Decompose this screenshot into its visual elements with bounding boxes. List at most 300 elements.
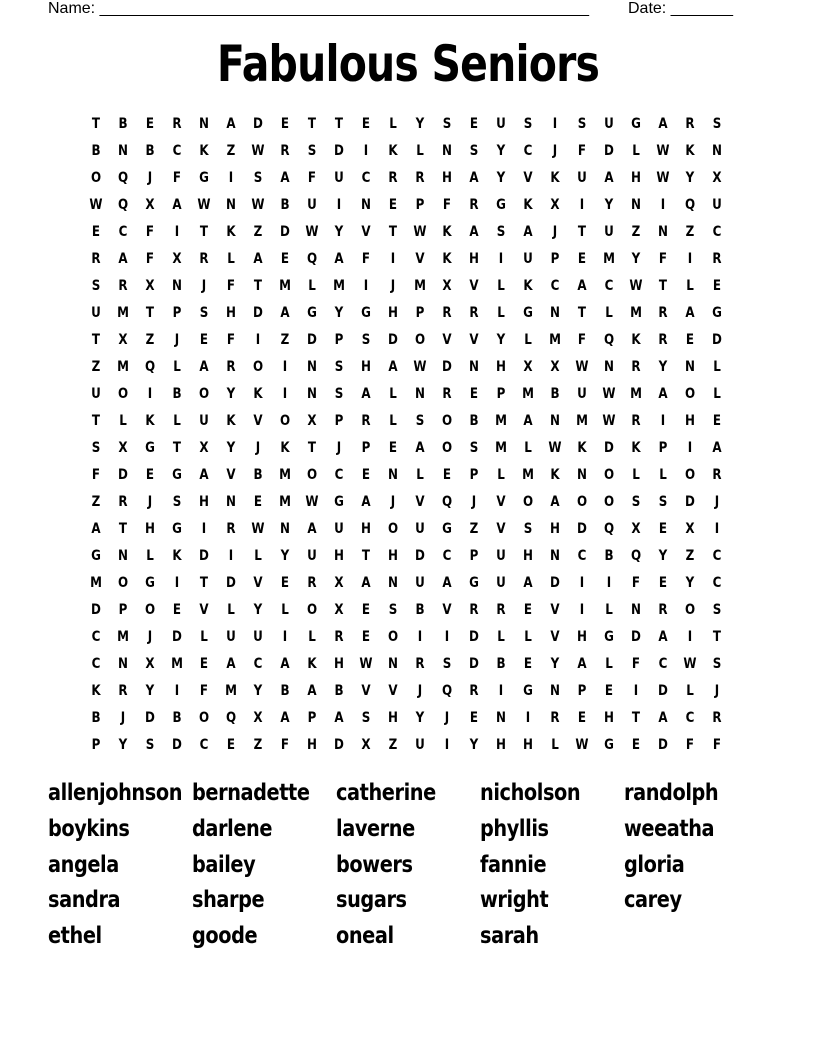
grid-letter[interactable]: R [280, 143, 290, 159]
grid-letter[interactable]: B [415, 602, 425, 618]
grid-letter[interactable]: Z [469, 521, 479, 537]
grid-letter[interactable]: B [145, 143, 155, 159]
grid-letter[interactable]: Y [685, 575, 695, 591]
grid-letter[interactable]: V [226, 467, 236, 483]
grid-letter[interactable]: B [91, 143, 101, 159]
grid-letter[interactable]: R [388, 170, 398, 186]
grid-letter[interactable]: M [630, 386, 642, 402]
grid-letter[interactable]: J [147, 629, 153, 645]
grid-letter[interactable]: L [524, 440, 532, 456]
grid-letter[interactable]: T [199, 224, 209, 240]
grid-letter[interactable]: M [603, 251, 615, 267]
grid-letter[interactable]: H [145, 521, 155, 537]
grid-letter[interactable]: T [253, 278, 263, 294]
grid-letter[interactable]: E [253, 494, 263, 510]
grid-letter[interactable]: U [334, 170, 344, 186]
grid-letter[interactable]: K [550, 467, 560, 483]
grid-letter[interactable]: S [469, 143, 479, 159]
grid-letter[interactable]: U [523, 251, 533, 267]
grid-letter[interactable]: K [631, 332, 641, 348]
grid-letter[interactable]: L [497, 629, 505, 645]
grid-letter[interactable]: I [174, 683, 180, 699]
grid-letter[interactable]: N [388, 575, 398, 591]
grid-letter[interactable]: Q [306, 251, 318, 267]
grid-letter[interactable]: X [253, 710, 263, 726]
grid-letter[interactable]: Y [550, 656, 560, 672]
grid-letter[interactable]: I [660, 197, 666, 213]
grid-letter[interactable]: H [388, 305, 398, 321]
grid-letter[interactable]: R [469, 197, 479, 213]
grid-letter[interactable]: N [604, 359, 614, 375]
grid-letter[interactable]: M [522, 386, 534, 402]
grid-letter[interactable]: M [117, 305, 129, 321]
grid-letter[interactable]: H [361, 521, 371, 537]
grid-letter[interactable]: I [714, 521, 720, 537]
grid-letter[interactable]: T [712, 629, 722, 645]
grid-letter[interactable]: A [658, 629, 668, 645]
grid-letter[interactable]: Y [280, 548, 290, 564]
grid-letter[interactable]: E [658, 575, 668, 591]
grid-letter[interactable]: O [603, 467, 615, 483]
grid-letter[interactable]: P [415, 197, 425, 213]
grid-letter[interactable]: E [199, 332, 209, 348]
grid-letter[interactable]: T [145, 305, 155, 321]
grid-letter[interactable]: W [251, 197, 265, 213]
grid-letter[interactable]: S [172, 494, 182, 510]
grid-letter[interactable]: M [495, 440, 507, 456]
grid-letter[interactable]: N [550, 305, 560, 321]
grid-letter[interactable]: W [359, 656, 373, 672]
grid-letter[interactable]: A [685, 305, 695, 321]
grid-letter[interactable]: O [279, 413, 291, 429]
grid-letter[interactable]: R [307, 575, 317, 591]
grid-letter[interactable]: U [91, 305, 101, 321]
grid-letter[interactable]: Y [496, 170, 506, 186]
grid-letter[interactable]: L [389, 413, 397, 429]
grid-letter[interactable]: J [147, 494, 153, 510]
grid-letter[interactable]: X [145, 656, 155, 672]
grid-letter[interactable]: Z [631, 224, 641, 240]
grid-letter[interactable]: B [334, 683, 344, 699]
grid-letter[interactable]: G [145, 575, 155, 591]
grid-letter[interactable]: G [199, 170, 209, 186]
grid-letter[interactable]: E [523, 602, 533, 618]
grid-letter[interactable]: N [442, 143, 452, 159]
grid-letter[interactable]: G [604, 737, 614, 753]
grid-letter[interactable]: G [307, 305, 317, 321]
grid-letter[interactable]: S [145, 737, 155, 753]
grid-letter[interactable]: V [415, 494, 425, 510]
grid-letter[interactable]: J [444, 710, 450, 726]
grid-letter[interactable]: A [199, 467, 209, 483]
grid-letter[interactable]: M [576, 413, 588, 429]
grid-letter[interactable]: O [684, 467, 696, 483]
grid-letter[interactable]: T [91, 332, 101, 348]
grid-letter[interactable]: P [577, 683, 587, 699]
grid-letter[interactable]: E [361, 116, 371, 132]
grid-letter[interactable]: F [658, 251, 668, 267]
grid-letter[interactable]: N [118, 548, 128, 564]
grid-letter[interactable]: I [228, 170, 234, 186]
grid-letter[interactable]: G [604, 629, 614, 645]
grid-letter[interactable]: A [469, 170, 479, 186]
grid-letter[interactable]: W [602, 413, 616, 429]
grid-letter[interactable]: H [307, 737, 317, 753]
grid-letter[interactable]: E [280, 251, 290, 267]
grid-letter[interactable]: W [251, 143, 265, 159]
grid-letter[interactable]: C [442, 548, 452, 564]
grid-letter[interactable]: F [307, 170, 317, 186]
grid-letter[interactable]: C [172, 143, 182, 159]
grid-letter[interactable]: A [226, 116, 236, 132]
grid-letter[interactable]: L [416, 143, 424, 159]
grid-letter[interactable]: F [226, 332, 236, 348]
grid-letter[interactable]: O [306, 467, 318, 483]
grid-letter[interactable]: R [550, 710, 560, 726]
grid-letter[interactable]: M [549, 332, 561, 348]
grid-letter[interactable]: A [658, 386, 668, 402]
grid-letter[interactable]: W [548, 440, 562, 456]
grid-letter[interactable]: E [199, 656, 209, 672]
grid-letter[interactable]: V [442, 602, 452, 618]
grid-letter[interactable]: T [172, 440, 182, 456]
grid-letter[interactable]: H [496, 737, 506, 753]
grid-letter[interactable]: U [496, 548, 506, 564]
grid-letter[interactable]: S [307, 143, 317, 159]
grid-letter[interactable]: Y [226, 386, 236, 402]
grid-letter[interactable]: P [334, 332, 344, 348]
grid-letter[interactable]: U [307, 197, 317, 213]
grid-letter[interactable]: S [91, 278, 101, 294]
grid-letter[interactable]: X [334, 575, 344, 591]
grid-letter[interactable]: J [147, 170, 153, 186]
grid-letter[interactable]: U [604, 116, 614, 132]
grid-letter[interactable]: A [280, 710, 290, 726]
grid-letter[interactable]: L [308, 629, 316, 645]
grid-letter[interactable]: T [118, 521, 128, 537]
grid-letter[interactable]: C [91, 629, 101, 645]
grid-letter[interactable]: S [91, 440, 101, 456]
grid-letter[interactable]: N [496, 710, 506, 726]
grid-letter[interactable]: V [361, 224, 371, 240]
grid-letter[interactable]: E [91, 224, 101, 240]
grid-letter[interactable]: A [172, 197, 182, 213]
grid-letter[interactable]: P [415, 305, 425, 321]
grid-letter[interactable]: H [604, 710, 614, 726]
grid-letter[interactable]: R [658, 305, 668, 321]
grid-letter[interactable]: N [631, 197, 641, 213]
name-field-label[interactable]: Name: _______________________________________________________ [48, 0, 589, 17]
grid-letter[interactable]: I [255, 332, 261, 348]
grid-letter[interactable]: A [91, 521, 101, 537]
grid-letter[interactable]: F [226, 278, 236, 294]
grid-letter[interactable]: I [579, 575, 585, 591]
grid-letter[interactable]: W [197, 197, 211, 213]
grid-letter[interactable]: I [525, 710, 531, 726]
grid-letter[interactable]: M [279, 278, 291, 294]
grid-letter[interactable]: D [577, 521, 587, 537]
grid-letter[interactable]: D [307, 332, 317, 348]
grid-letter[interactable]: X [118, 332, 128, 348]
grid-letter[interactable]: E [388, 197, 398, 213]
grid-letter[interactable]: R [91, 251, 101, 267]
grid-letter[interactable]: W [602, 386, 616, 402]
grid-letter[interactable]: H [631, 170, 641, 186]
grid-letter[interactable]: H [334, 656, 344, 672]
grid-letter[interactable]: K [226, 413, 236, 429]
grid-letter[interactable]: N [388, 467, 398, 483]
grid-letter[interactable]: S [199, 305, 209, 321]
grid-letter[interactable]: Q [441, 683, 453, 699]
grid-letter[interactable]: D [550, 575, 560, 591]
grid-letter[interactable]: F [631, 656, 641, 672]
grid-letter[interactable]: L [632, 467, 640, 483]
grid-letter[interactable]: F [91, 467, 101, 483]
grid-letter[interactable]: V [415, 251, 425, 267]
grid-letter[interactable]: V [253, 575, 263, 591]
grid-letter[interactable]: O [117, 575, 129, 591]
grid-letter[interactable]: A [523, 224, 533, 240]
grid-letter[interactable]: E [361, 602, 371, 618]
grid-letter[interactable]: S [253, 170, 263, 186]
grid-letter[interactable]: R [658, 332, 668, 348]
grid-letter[interactable]: M [333, 278, 345, 294]
grid-letter[interactable]: D [253, 305, 263, 321]
grid-letter[interactable]: I [282, 629, 288, 645]
grid-letter[interactable]: H [496, 359, 506, 375]
grid-letter[interactable]: J [174, 332, 180, 348]
grid-letter[interactable]: H [577, 629, 587, 645]
grid-letter[interactable]: R [226, 521, 236, 537]
grid-letter[interactable]: F [361, 251, 371, 267]
grid-letter[interactable]: A [307, 683, 317, 699]
grid-letter[interactable]: A [442, 575, 452, 591]
grid-letter[interactable]: G [523, 683, 533, 699]
grid-letter[interactable]: K [577, 440, 587, 456]
grid-letter[interactable]: N [226, 197, 236, 213]
grid-letter[interactable]: A [361, 494, 371, 510]
grid-letter[interactable]: E [469, 116, 479, 132]
grid-letter[interactable]: W [575, 737, 589, 753]
grid-letter[interactable]: U [415, 521, 425, 537]
grid-letter[interactable]: T [91, 413, 101, 429]
grid-letter[interactable]: H [685, 413, 695, 429]
grid-letter[interactable]: E [226, 737, 236, 753]
grid-letter[interactable]: E [442, 467, 452, 483]
grid-letter[interactable]: R [442, 305, 452, 321]
grid-letter[interactable]: Q [603, 332, 615, 348]
grid-letter[interactable]: D [253, 116, 263, 132]
grid-letter[interactable]: L [173, 359, 181, 375]
grid-letter[interactable]: L [497, 305, 505, 321]
grid-letter[interactable]: I [687, 251, 693, 267]
grid-letter[interactable]: J [336, 440, 342, 456]
grid-letter[interactable]: J [390, 494, 396, 510]
grid-letter[interactable]: P [307, 710, 317, 726]
grid-letter[interactable]: I [390, 251, 396, 267]
grid-letter[interactable]: N [118, 656, 128, 672]
grid-letter[interactable]: X [550, 359, 560, 375]
grid-letter[interactable]: I [363, 278, 369, 294]
grid-letter[interactable]: N [199, 116, 209, 132]
grid-letter[interactable]: S [523, 116, 533, 132]
grid-letter[interactable]: I [282, 359, 288, 375]
grid-letter[interactable]: J [201, 278, 207, 294]
grid-letter[interactable]: A [523, 413, 533, 429]
grid-letter[interactable]: S [577, 116, 587, 132]
grid-letter[interactable]: D [172, 737, 182, 753]
grid-letter[interactable]: B [172, 386, 182, 402]
grid-letter[interactable]: D [469, 629, 479, 645]
grid-letter[interactable]: F [577, 332, 587, 348]
grid-letter[interactable]: O [387, 629, 399, 645]
grid-letter[interactable]: N [415, 386, 425, 402]
grid-letter[interactable]: G [145, 440, 155, 456]
grid-letter[interactable]: J [714, 494, 720, 510]
grid-letter[interactable]: Z [280, 332, 290, 348]
grid-letter[interactable]: L [497, 467, 505, 483]
grid-letter[interactable]: W [89, 197, 103, 213]
grid-letter[interactable]: C [658, 656, 668, 672]
grid-letter[interactable]: W [575, 359, 589, 375]
grid-letter[interactable]: V [496, 521, 506, 537]
grid-letter[interactable]: P [361, 440, 371, 456]
grid-letter[interactable]: R [658, 602, 668, 618]
grid-letter[interactable]: X [334, 602, 344, 618]
grid-letter[interactable]: V [361, 683, 371, 699]
grid-letter[interactable]: A [334, 251, 344, 267]
grid-letter[interactable]: Q [144, 359, 156, 375]
grid-letter[interactable]: A [253, 251, 263, 267]
grid-letter[interactable]: T [307, 440, 317, 456]
grid-letter[interactable]: U [415, 575, 425, 591]
grid-letter[interactable]: L [389, 116, 397, 132]
grid-letter[interactable]: A [658, 116, 668, 132]
grid-letter[interactable]: V [550, 629, 560, 645]
grid-letter[interactable]: A [604, 170, 614, 186]
grid-letter[interactable]: I [444, 737, 450, 753]
grid-letter[interactable]: B [604, 548, 614, 564]
grid-letter[interactable]: S [469, 440, 479, 456]
grid-letter[interactable]: L [605, 602, 613, 618]
grid-letter[interactable]: A [361, 386, 371, 402]
grid-letter[interactable]: E [361, 629, 371, 645]
grid-letter[interactable]: Y [145, 683, 155, 699]
grid-letter[interactable]: A [118, 251, 128, 267]
grid-letter[interactable]: D [685, 494, 695, 510]
grid-letter[interactable]: I [579, 197, 585, 213]
grid-letter[interactable]: I [444, 629, 450, 645]
grid-letter[interactable]: I [579, 602, 585, 618]
grid-letter[interactable]: K [226, 224, 236, 240]
grid-letter[interactable]: W [656, 143, 670, 159]
grid-letter[interactable]: G [496, 197, 506, 213]
grid-letter[interactable]: I [660, 413, 666, 429]
grid-letter[interactable]: S [523, 521, 533, 537]
grid-letter[interactable]: P [118, 602, 128, 618]
grid-letter[interactable]: Y [469, 737, 479, 753]
grid-letter[interactable]: J [120, 710, 126, 726]
grid-letter[interactable]: W [413, 359, 427, 375]
grid-letter[interactable]: W [683, 656, 697, 672]
grid-letter[interactable]: L [146, 548, 154, 564]
grid-letter[interactable]: W [656, 170, 670, 186]
grid-letter[interactable]: Q [225, 710, 237, 726]
grid-letter[interactable]: E [469, 710, 479, 726]
grid-letter[interactable]: R [118, 278, 128, 294]
date-field-label[interactable]: Date: _______ [628, 0, 733, 17]
grid-letter[interactable]: C [334, 467, 344, 483]
grid-letter[interactable]: V [442, 332, 452, 348]
grid-letter[interactable]: W [413, 224, 427, 240]
grid-letter[interactable]: A [415, 440, 425, 456]
grid-letter[interactable]: Y [334, 305, 344, 321]
grid-letter[interactable]: D [91, 602, 101, 618]
grid-letter[interactable]: C [577, 548, 587, 564]
grid-letter[interactable]: N [280, 521, 290, 537]
grid-letter[interactable]: T [631, 710, 641, 726]
grid-letter[interactable]: F [442, 197, 452, 213]
grid-letter[interactable]: R [631, 413, 641, 429]
grid-letter[interactable]: G [91, 548, 101, 564]
grid-letter[interactable]: K [253, 386, 263, 402]
grid-letter[interactable]: H [469, 251, 479, 267]
grid-letter[interactable]: H [199, 494, 209, 510]
grid-letter[interactable]: W [251, 521, 265, 537]
grid-letter[interactable]: R [199, 251, 209, 267]
grid-letter[interactable]: F [712, 737, 722, 753]
grid-letter[interactable]: A [280, 305, 290, 321]
grid-letter[interactable]: R [172, 116, 182, 132]
grid-letter[interactable]: O [90, 170, 102, 186]
grid-letter[interactable]: L [308, 278, 316, 294]
grid-letter[interactable]: Z [226, 143, 236, 159]
grid-letter[interactable]: A [226, 656, 236, 672]
grid-letter[interactable]: U [199, 413, 209, 429]
grid-letter[interactable]: S [631, 494, 641, 510]
grid-letter[interactable]: N [388, 656, 398, 672]
grid-letter[interactable]: Y [415, 116, 425, 132]
grid-letter[interactable]: D [388, 332, 398, 348]
grid-letter[interactable]: M [90, 575, 102, 591]
grid-letter[interactable]: Z [685, 224, 695, 240]
grid-letter[interactable]: I [174, 224, 180, 240]
grid-letter[interactable]: P [334, 413, 344, 429]
grid-letter[interactable]: U [496, 116, 506, 132]
grid-letter[interactable]: I [606, 575, 612, 591]
grid-letter[interactable]: Q [603, 521, 615, 537]
grid-letter[interactable]: N [307, 386, 317, 402]
grid-letter[interactable]: G [469, 575, 479, 591]
grid-letter[interactable]: X [199, 440, 209, 456]
grid-letter[interactable]: K [550, 170, 560, 186]
grid-letter[interactable]: U [712, 197, 722, 213]
grid-letter[interactable]: R [118, 683, 128, 699]
grid-letter[interactable]: U [604, 224, 614, 240]
grid-letter[interactable]: T [577, 224, 587, 240]
grid-letter[interactable]: L [632, 143, 640, 159]
grid-letter[interactable]: P [469, 467, 479, 483]
grid-letter[interactable]: Z [91, 494, 101, 510]
grid-letter[interactable]: F [577, 143, 587, 159]
grid-letter[interactable]: R [226, 359, 236, 375]
grid-letter[interactable]: A [334, 710, 344, 726]
grid-letter[interactable]: U [253, 629, 263, 645]
grid-letter[interactable]: A [280, 170, 290, 186]
grid-letter[interactable]: S [388, 602, 398, 618]
grid-letter[interactable]: W [629, 278, 643, 294]
grid-letter[interactable]: V [388, 683, 398, 699]
